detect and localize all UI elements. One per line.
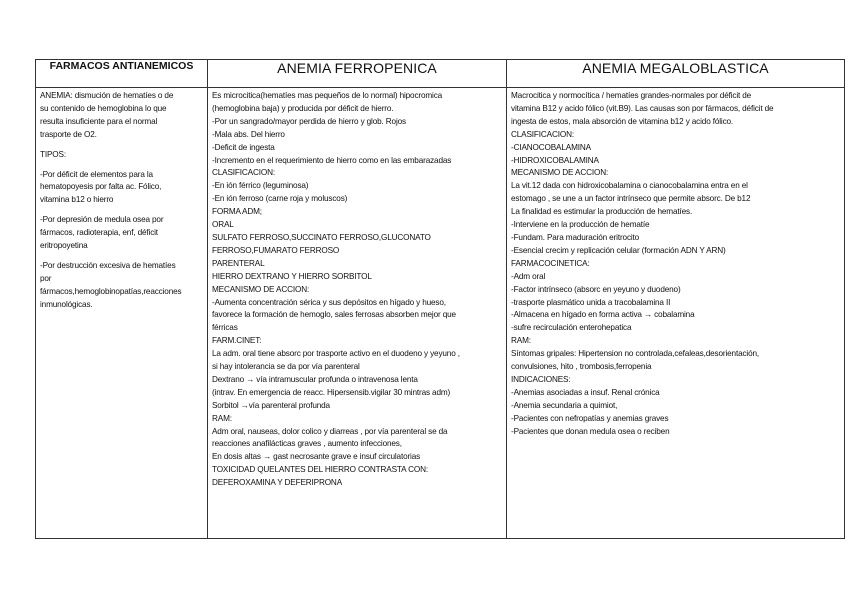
text-line: TIPOS:	[40, 149, 66, 159]
text-line: -Incremento en el requerimiento de hierro como en las embarazadas	[212, 155, 452, 165]
text-line: -Deficit de ingesta	[212, 142, 275, 152]
text-line: -HIDROXICOBALAMINA	[511, 155, 599, 165]
text-line: En dosis altas → gast necrosante grave e insuf circulatorias	[212, 452, 421, 462]
text-line: -Anemia secundaria a quimiot,	[511, 400, 618, 410]
text-line: La finalidad es estimular la producción de hematíes.	[511, 207, 693, 217]
header-row	[36, 60, 845, 88]
text-line: -En ión ferroso (carne roja y moluscos)	[212, 194, 348, 204]
text-line: CLASIFICACION:	[212, 168, 275, 178]
text-line: fármacos,hemoglobinopatías,reacciones	[40, 286, 182, 296]
text-line: -Factor intrínseco (absorc en yeyuno y duodeno)	[511, 284, 681, 294]
text-line: -Por destrucción excesiva de hematíes	[40, 260, 176, 270]
text-line: TOXICIDAD QUELANTES DEL HIERRO CONTRASTA CON:	[212, 465, 429, 475]
text-line: -Anemias asociadas a insuf. Renal crónica	[511, 387, 660, 397]
text-line: convulsiones, hito , trombosis,ferropenia	[511, 362, 652, 372]
text-line: MECANISMO DE ACCION:	[212, 284, 310, 294]
cell-farmacos	[36, 88, 208, 539]
text-line: -Interviene en la producción de hematíe	[511, 220, 650, 230]
text-line: -Almacena en hígado en forma activa → cobalamina	[511, 310, 695, 320]
text-line: -sufre recirculación enterohepatica	[511, 323, 632, 333]
content-row	[36, 88, 845, 539]
text-line: (intrav. En emergencia de reacc. Hipersensib.vigilar 30 mintras adm)	[212, 387, 451, 397]
text-line: Síntomas gripales: Hipertension no controlada,cefaleas,desorientación,	[511, 349, 760, 359]
text-line: trasporte de O2.	[40, 129, 97, 139]
text-line: Sorbitol →vía parenteral profunda	[212, 400, 330, 410]
text-line: -Pacientes que donan medula osea o reciben	[511, 426, 670, 436]
text-line: INDICACIONES:	[511, 374, 571, 384]
text-line: La vit.12 dada con hidroxicobalamina o cianocobalamina entra en el	[511, 181, 748, 191]
text-line: DEFEROXAMINA Y DEFERIPRONA	[212, 478, 343, 488]
text-line: vitamina B12 y acido fólico (vit.B9). Las causas son por fármacos, déficit de	[511, 103, 774, 113]
text-line: Macrocitica y normocítica / hematíes grandes-normales por déficit de	[511, 91, 752, 100]
text-line: por	[40, 273, 52, 283]
text-line: FARM.CINET:	[212, 336, 262, 346]
text-line: si hay intolerancia se da por vía parenteral	[212, 362, 360, 372]
text-line: -Por depresión de medula osea por	[40, 215, 164, 225]
text-line: -CIANOCOBALAMINA	[511, 142, 591, 152]
cell-megaloblastica	[507, 88, 845, 539]
text-line: -En ión férrico (leguminosa)	[212, 181, 309, 191]
text-line: inmunológicas.	[40, 299, 93, 309]
text-line: FERROSO,FUMARATO FERROSO	[212, 245, 340, 255]
text-line: estomago , se une a un factor intrínseco que permite absorc. De b12	[511, 194, 751, 204]
text-line: eritropoyetina	[40, 241, 88, 251]
text-line: -Esencial crecim y replicación celular (formación ADN Y ARN)	[511, 245, 726, 255]
text-line: -Pacientes con nefropatías y anemias graves	[511, 413, 669, 423]
header-farmacos: FARMACOS ANTIANEMICOS	[36, 60, 208, 88]
text-line: FARMACOCINETICA:	[511, 258, 590, 268]
text-line: (hemoglobina baja) y producida por déficit de hierro.	[212, 103, 394, 113]
text-line: favorece la formación de hemoglo, sales ferrosas absorben mejor que	[212, 310, 456, 320]
text-line: -Aumenta concentración sérica y sus depósitos en hígado y hueso,	[212, 297, 446, 307]
megaloblastica-text	[507, 88, 844, 438]
text-line: vitamina b12 o hierro	[40, 195, 114, 205]
text-line: RAM:	[212, 413, 232, 423]
text-line: ingesta de estos, mala absorción de vitamina b12 y acido fólico.	[511, 116, 734, 126]
text-line: -Por déficit de elementos para la	[40, 169, 153, 179]
text-line: Dextrano → vía intramuscular profunda o intravenosa lenta	[212, 374, 418, 384]
text-line: su contenido de hemoglobina lo que	[40, 103, 167, 113]
text-line: ANEMIA: dismución de hematíes o de	[40, 91, 174, 100]
text-line: hematopoyesis por falta ac. Fólico,	[40, 182, 162, 192]
text-line: CLASIFICACION:	[511, 129, 574, 139]
text-line: resulta insuficiente para el normal	[40, 116, 158, 126]
text-line: Adm oral, nauseas, dolor colico y diarreas , por vía parenteral se da	[212, 426, 448, 436]
text-line: -trasporte plasmático unida a tracobalamina II	[511, 297, 671, 307]
text-line: ORAL	[212, 220, 234, 230]
ferropenica-text	[208, 88, 506, 490]
text-line: reacciones anafilácticas graves , aumento infecciones,	[212, 439, 402, 449]
text-line: FORMA ADM;	[212, 207, 262, 217]
text-line: -Por un sangrado/mayor perdida de hierro y glob. Rojos	[212, 116, 406, 126]
header-ferropenica: ANEMIA FERROPENICA	[208, 60, 507, 88]
farmacos-text	[36, 88, 207, 312]
drug-table	[35, 59, 845, 539]
text-line: RAM:	[511, 336, 531, 346]
text-line: La adm. oral tiene absorc por trasporte activo en el duodeno y yeyuno ,	[212, 349, 460, 359]
text-line: Es microcitica(hematíes mas pequeños de lo normal) hipocromica	[212, 91, 443, 100]
text-line: MECANISMO DE ACCION:	[511, 168, 609, 178]
text-line: fármacos, radioterapia, enf, déficit	[40, 228, 158, 238]
header-megaloblastica: ANEMIA MEGALOBLASTICA	[507, 60, 845, 88]
text-line: -Mala abs. Del hierro	[212, 129, 285, 139]
text-line: SULFATO FERROSO,SUCCINATO FERROSO,GLUCONATO	[212, 232, 431, 242]
text-line: férricas	[212, 323, 238, 333]
text-line: -Adm oral	[511, 271, 546, 281]
cell-ferropenica	[208, 88, 507, 539]
text-line: HIERRO DEXTRANO Y HIERRO SORBITOL	[212, 271, 372, 281]
text-line: -Fundam. Para maduración eritrocito	[511, 232, 640, 242]
text-line: PARENTERAL	[212, 258, 265, 268]
